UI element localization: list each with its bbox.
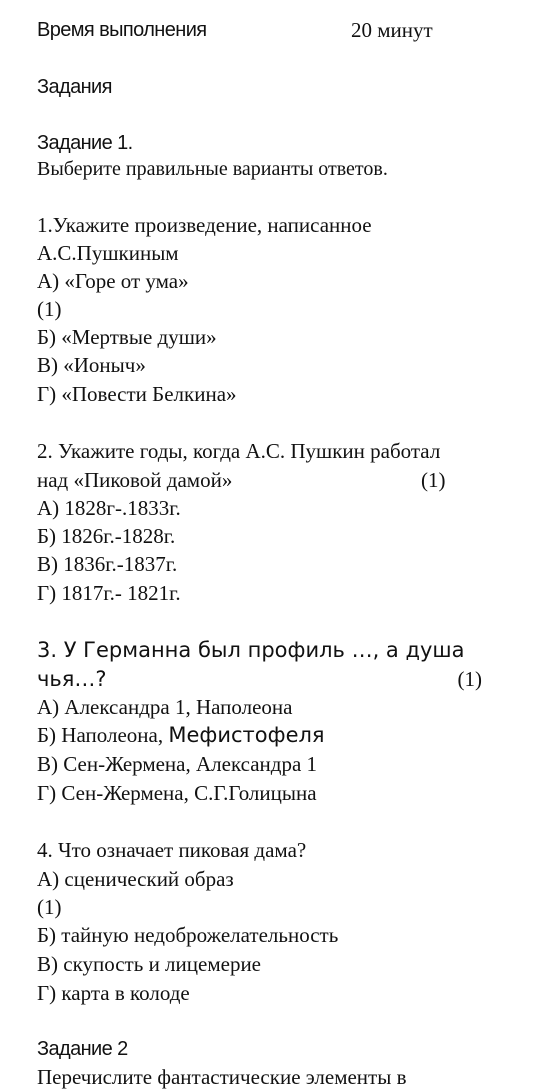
q3-option-b — [37, 721, 520, 749]
q3-text-line2-text: чья…? — [37, 667, 107, 691]
task2-text-line1: Перечислите фантастические элементы в — [37, 1065, 407, 1089]
q2-text-line2-text: над «Пиковой дамой» — [37, 468, 233, 492]
q2-text-line1: 2. Укажите годы, когда А.С. Пушкин работал — [37, 439, 441, 463]
q4-text-line1: 4. Что означает пиковая дама? — [37, 838, 307, 862]
q4-points: (1) — [37, 895, 62, 919]
q2-option-a: А) 1828г-.1833г. — [37, 496, 181, 520]
task1-title: Задание 1. — [37, 132, 133, 154]
time-value: 20 минут — [351, 18, 433, 42]
q3-points: (1) — [457, 667, 482, 691]
q4-option-a: А) сценический образ — [37, 867, 234, 891]
q3-option-b-name: Мефистофеля — [168, 723, 325, 747]
q2-option-v: В) 1836г.-1837г. — [37, 552, 178, 576]
q4-option-b: Б) тайную недоброжелательность — [37, 923, 339, 947]
q3-text-line1: 3. У Германна был профиль …, а душа — [37, 638, 465, 662]
q1-option-g: Г) «Повести Белкина» — [37, 382, 237, 406]
q1-text-line2: А.С.Пушкиным — [37, 241, 179, 265]
time-label: Время выполнения — [37, 19, 207, 41]
q2-option-b: Б) 1826г.-1828г. — [37, 524, 176, 548]
q3-option-v: В) Сен-Жермена, Александра 1 — [37, 752, 318, 776]
q1-option-a: А) «Горе от ума» — [37, 269, 189, 293]
q4-option-v: В) скупость и лицемерие — [37, 952, 261, 976]
tasks-heading: Задания — [37, 76, 112, 98]
q2-text-line2 — [37, 466, 520, 494]
q2-points: (1) — [421, 468, 446, 492]
task2-title: Задание 2 — [37, 1038, 128, 1060]
q3-option-a: А) Александра 1, Наполеона — [37, 695, 293, 719]
q2-option-g: Г) 1817г.- 1821г. — [37, 581, 181, 605]
q3-option-g: Г) Сен-Жермена, С.Г.Голицына — [37, 781, 317, 805]
q1-text-line1: 1.Укажите произведение, написанное — [37, 213, 372, 237]
q4-option-g: Г) карта в колоде — [37, 981, 190, 1005]
task1-instruction: Выберите правильные варианты ответов. — [37, 158, 388, 180]
q1-option-b: Б) «Мертвые души» — [37, 325, 217, 349]
q3-text-line2 — [37, 665, 520, 693]
q3-option-b-text: Б) Наполеона, — [37, 723, 169, 747]
q1-points: (1) — [37, 297, 62, 321]
q1-option-v: В) «Ионыч» — [37, 353, 146, 377]
